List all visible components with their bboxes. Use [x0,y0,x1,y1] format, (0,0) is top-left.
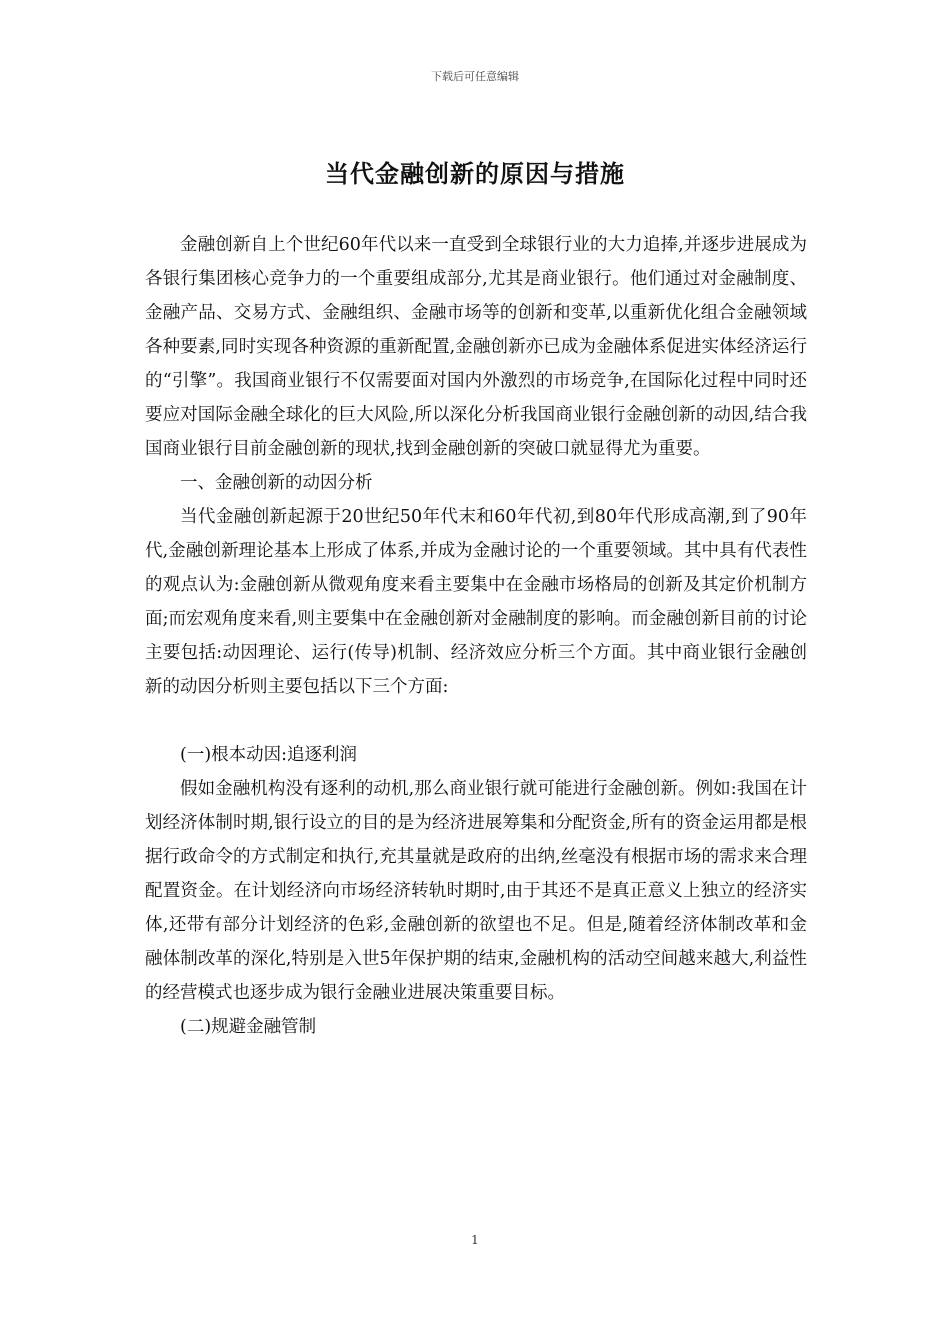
header-note: 下载后可任意编辑 [431,70,519,83]
blank-line [145,704,807,738]
document-body [145,228,807,1044]
document-title: 当代金融创新的原因与措施 [325,159,625,188]
subsection-heading-2: (二)规避金融管制 [180,1017,317,1037]
paragraph-profit-motive: 假如金融机构没有逐利的动机,那么商业银行就可能进行金融创新。例如:我国在计划经济体制时期,银行设立的目的是为经济进展筹集和分配资金,所有的资金运用都是根据行政命令的方式制定和执行,充其量就是政府的出纳,丝毫没有根据市场的需求来合理配置资金。在计划经济向市场经济转轨时期时,由于其还不是真正意义上独立的经济实体,还带有部分计划经济的色彩,金融创新的欲望也不足。但是,随着经济体制改革和金融体制改革的深化,特别是入世5年保护期的结束,金融机构的活动空间越来越大,利益性的经营模式也逐步成为银行金融业进展决策重要目标。 [145,779,807,1003]
paragraph-motivation-analysis: 当代金融创新起源于20世纪50年代末和60年代初,到80年代形成高潮,到了90年代,金融创新理论基本上形成了体系,并成为金融讨论的一个重要领域。其中具有代表性的观点认为:金融创新从微观角度来看主要集中在金融市场格局的创新及其定价机制方面;而宏观角度来看,则主要集中在金融创新对金融制度的影响。而金融创新目前的讨论主要包括:动因理论、运行(传导)机制、经济效应分析三个方面。其中商业银行金融创新的动因分析则主要包括以下三个方面: [145,507,807,697]
paragraph-intro: 金融创新自上个世纪60年代以来一直受到全球银行业的大力追捧,并逐步进展成为各银行集团核心竞争力的一个重要组成部分,尤其是商业银行。他们通过对金融制度、金融产品、交易方式、金融组织、金融市场等的创新和变革,以重新优化组合金融领域各种要素,同时实现各种资源的重新配置,金融创新亦已成为金融体系促进实体经济运行的“引擎”。我国商业银行不仅需要面对国内外激烈的市场竞争,在国际化过程中同时还要应对国际金融全球化的巨大风险,所以深化分析我国商业银行金融创新的动因,结合我国商业银行目前金融创新的现状,找到金融创新的突破口就显得尤为重要。 [145,235,807,459]
section-heading-1: 一、金融创新的动因分析 [180,473,373,493]
page-number: 1 [471,1233,479,1247]
subsection-heading-1: (一)根本动因:追逐利润 [180,745,358,765]
